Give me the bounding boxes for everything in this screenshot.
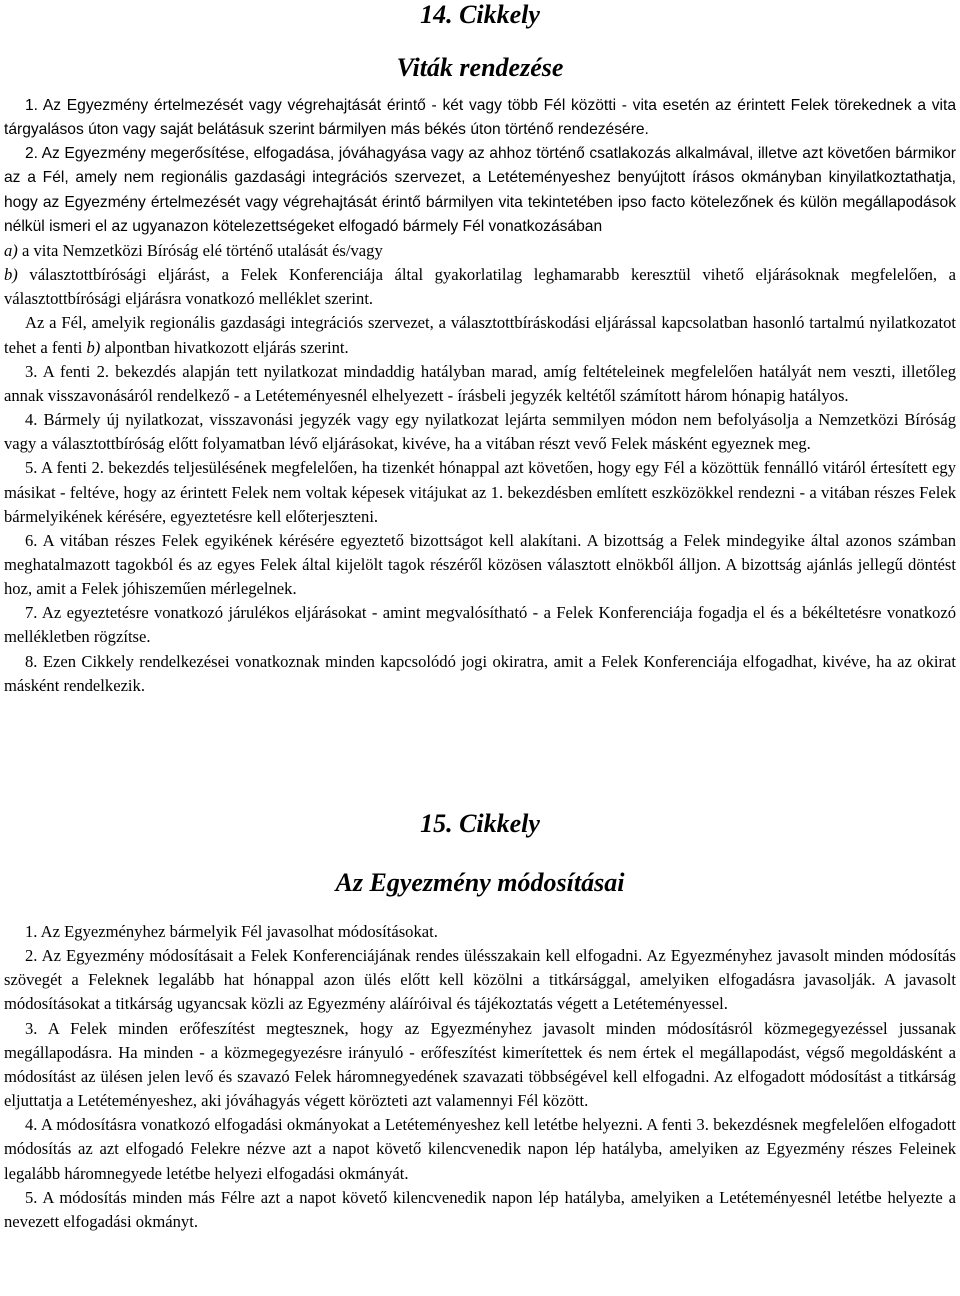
article-15-title: Az Egyezmény módosításai bbox=[335, 868, 625, 897]
article-15-paragraph-2: 2. Az Egyezmény módosításait a Felek Konferenciájának rendes ülésszakain kell elfogadni. Az Egyezményhez javasolt minden módosítás szövegét a Feleknek legalább hat hónappal azon ülés előtt kell közölni a titkársággal, amelyiken elfogadásra javasolják. A javasolt módosításokat a titkárság ugyancsak közli az Egyezmény aláíróival és tájékoztatás végett a Letéteményessel. bbox=[4, 946, 956, 1014]
article-14-paragraph-2: 2. Az Egyezmény megerősítése, elfogadása, jóváhagyása vagy az ahhoz történő csatlakozás alkalmával, illetve azt követően bármikor az a Fél, amely nem regionális gazdasági integrációs szervezet, a Letéteményeshez benyújtott írásos okmányban kinyilatkoztathatja, hogy az Egyezmény értelmezését vagy végrehajtását érintő bármilyen vita tekintetében ipso facto kötelezőnek és külön megállapodások nélkül ismeri el az ugyanazon kötelezettségeket elfogadó bármely Fél vonatkozásában bbox=[4, 145, 956, 235]
regional-text-end: alpontban hivatkozott eljárás szerint. bbox=[100, 337, 349, 357]
point-b-marker: b) bbox=[4, 265, 18, 285]
article-14-paragraph-8: 8. Ezen Cikkely rendelkezései vonatkoznak minden kapcsolódó jogi okiratra, amit a Felek Konferenciája elfogadhat, kivéve, ha az okirat másként rendelkezik. bbox=[4, 651, 956, 695]
point-a-text: a vita Nemzetközi Bíróság elé történő utalását és/vagy bbox=[17, 240, 383, 260]
article-15-paragraph-1: 1. Az Egyezményhez bármelyik Fél javasolhat módosításokat. bbox=[25, 922, 438, 941]
article-14-title: Viták rendezése bbox=[396, 53, 564, 82]
article-15-number: 15. Cikkely bbox=[420, 809, 540, 838]
article-14-paragraph-1: 1. Az Egyezmény értelmezését vagy végrehajtását érintő - két vagy több Fél közötti - vita esetén az érintett Felek törekednek a vita tárgyalásos úton vagy saját belátásuk szerint bármilyen más békés úton történő rendezésére. bbox=[4, 97, 956, 139]
article-14-paragraph-7: 7. Az egyeztetésre vonatkozó járulékos eljárásokat - amint megvalósítható - a Felek Konferenciája fogadja el és a békéltetésre vonatkozó mellékletben rögzítse. bbox=[4, 603, 956, 647]
article-14-body bbox=[0, 94, 960, 698]
regional-text-start: Az a Fél, amelyik regionális gazdasági integrációs szervezet, a választottbíráskodási eljárással kapcsolatban hasonló tartalmú nyilatkozatot tehet a fenti bbox=[4, 313, 956, 357]
article-14-paragraph-2-regional bbox=[0, 311, 960, 359]
article-15-paragraph-3: 3. A Felek minden erőfeszítést megtesznek, hogy az Egyezményhez javasolt minden módosításról közmegegyezéssel jussanak megállapodásra. Ha minden - a közmegegyezésre irányuló - erőfeszítést kimerítettek és nem értek el megállapodást, végső megoldásként a módosítást az ülésen jelen levő és szavazó Felek háromnegyedének szavazati többségével kell elfogadni. Az elfogadott módosítást a titkárság eljuttatja a Letéteményeshez, aki jóváhagyás végett körözteti azt valamennyi Fél között. bbox=[4, 1018, 956, 1111]
regional-point-b-ref: b) bbox=[86, 337, 101, 357]
article-14-paragraph-4: 4. Bármely új nyilatkozat, visszavonási jegyzék vagy egy nyilatkozat lejárta semmilyen módon nem befolyásolja a Nemzetközi Bíróság vagy a választottbíróság előtt folyamatban lévő eljárásokat, kivéve, ha a vitában részt vevő Felek másként egyeznek meg. bbox=[4, 410, 956, 454]
article-15-paragraph-4: 4. A módosításra vonatkozó elfogadási okmányokat a Letéteményeshez kell letétbe helyezni. A fenti 3. bekezdésnek megfelelően elfogadott módosítás az azt elfogadó Felekre nézve azt a napot követő kilencvenedik napon lép hatályba, amelyiken az Egyezmény részes Feleinek legalább háromnegyede letétbe helyezi elfogadási okmányát. bbox=[4, 1115, 956, 1183]
article-14-paragraph-3: 3. A fenti 2. bekezdés alapján tett nyilatkozat mindaddig hatályban marad, amíg feltételeinek megfelelően hatályát nem veszti, illetőleg annak visszavonásáról rendelkező - a Letéteményesnél elhelyezett - írásbeli jegyzék keltétől számított három hónapig hatályos. bbox=[4, 361, 956, 405]
article-14-number: 14. Cikkely bbox=[420, 0, 540, 29]
point-a-marker: a) bbox=[4, 240, 18, 260]
article-14-paragraph-6: 6. A vitában részes Felek egyikének kérésére egyeztető bizottságot kell alakítani. A bizottság a Felek mindegyike által azonos számban meghatalmazott tagokból és az egyes Felek által kijelölt tagok részéről közösen választott elnökből álljon. A bizottság ajánlás jellegű döntést hoz, amit a Felek jóhiszeműen mérlegelnek. bbox=[4, 530, 956, 599]
article-14-point-a bbox=[0, 239, 960, 263]
point-b-text: választottbírósági eljárást, a Felek Konferenciája által gyakorlatilag leghamarabb keresztül vihető eljárásoknak megfelelően, a választottbírósági eljárásra vonatkozó melléklet szerint. bbox=[4, 265, 956, 309]
article-15-body bbox=[0, 920, 960, 1234]
article-15-paragraph-5: 5. A módosítás minden más Félre azt a napot követő kilencvenedik napon lép hatályba, amelyiken a Letéteményesnél letétbe helyezte a nevezett elfogadási okmányt. bbox=[4, 1187, 956, 1231]
article-14-paragraph-5: 5. A fenti 2. bekezdés teljesülésének megfelelően, ha tizenkét hónappal azt követően, hogy egy Fél a közöttük fennálló vitáról értesített egy másikat - feltéve, hogy az érintett Felek nem voltak képesek vitájukat az 1. bekezdésben említett eszközökkel rendezni - a vitában részes Felek bármelyikének kérésére, egyeztetésre kell előterjeszteni. bbox=[4, 458, 956, 526]
article-14-point-b bbox=[0, 263, 960, 311]
